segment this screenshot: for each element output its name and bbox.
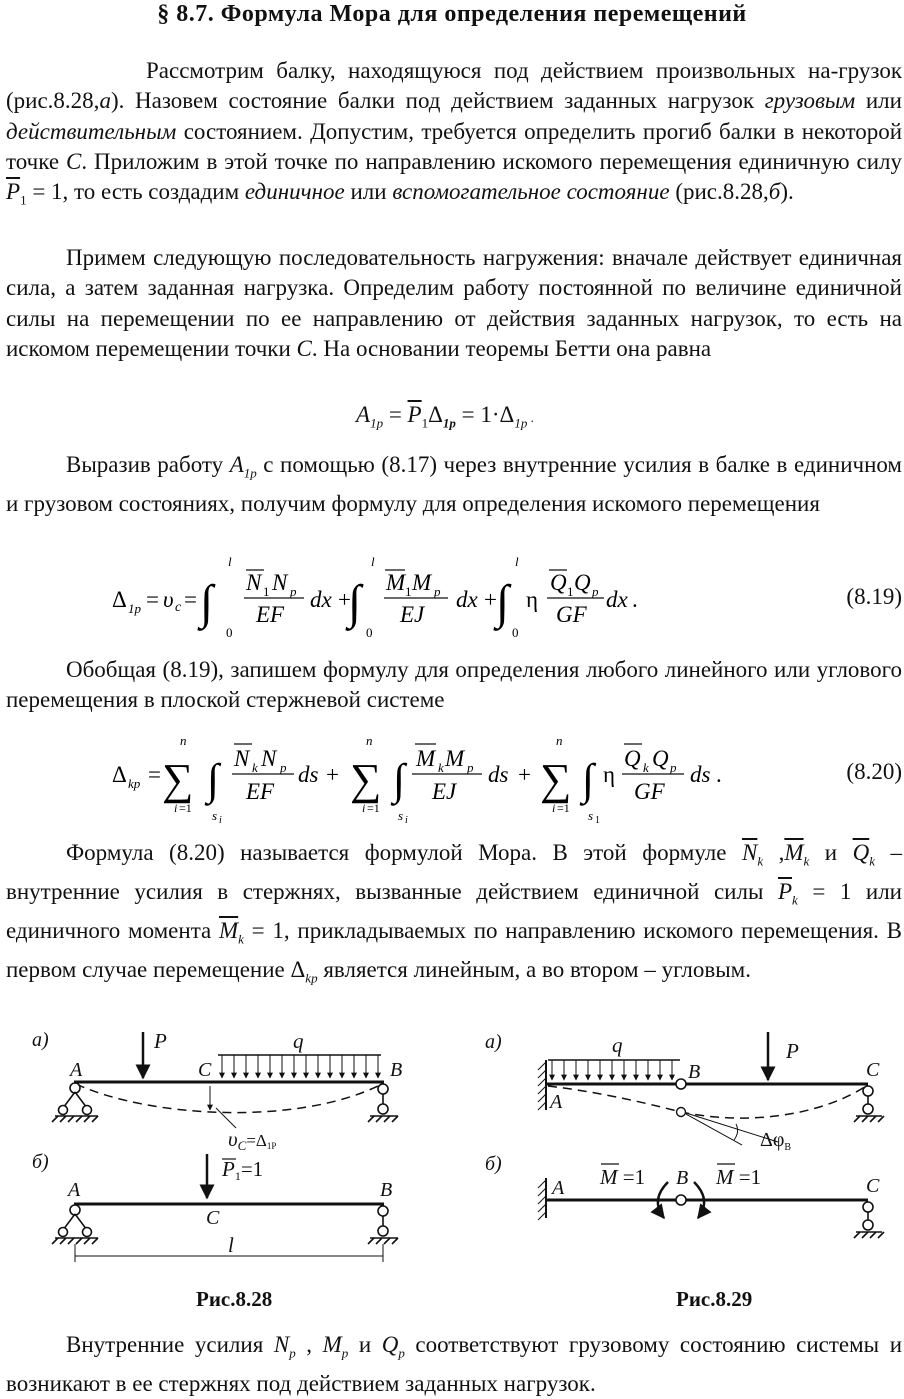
svg-text:υC=Δ1P: υC=Δ1P xyxy=(228,1127,277,1153)
svg-text:∫: ∫ xyxy=(393,755,406,804)
svg-text:kp: kp xyxy=(128,776,141,791)
svg-text:i: i xyxy=(362,801,366,815)
svg-text:GF: GF xyxy=(556,602,587,627)
svg-text:0: 0 xyxy=(226,625,233,640)
svg-text:∫: ∫ xyxy=(496,576,510,629)
svg-text:Δ: Δ xyxy=(112,762,127,787)
fig1-support-b xyxy=(368,1084,398,1122)
svg-text:∫: ∫ xyxy=(207,755,220,804)
fig2-fixed-support-a xyxy=(538,1062,546,1110)
svg-text:s: s xyxy=(588,808,594,823)
svg-text:+: + xyxy=(484,587,497,612)
fig2-label-dphi: Δφ xyxy=(760,1129,785,1151)
svg-text:ds: ds xyxy=(690,762,711,787)
svg-text:∫: ∫ xyxy=(348,576,362,629)
fig1-label-c-a: C xyxy=(198,1059,212,1081)
svg-text:0: 0 xyxy=(366,625,373,640)
svg-text:p: p xyxy=(280,760,287,775)
fig1-label-p1: P xyxy=(222,1157,235,1181)
svg-text:=1: =1 xyxy=(557,801,570,815)
svg-text:p: p xyxy=(290,584,297,599)
fig2-label-b: б) xyxy=(485,1153,502,1175)
paragraph-3: Выразив работу $A_{1p}$ с помощью (8.17) через внутренние усилия в балке в единичном и грузовом состояниях, получим формулу для определения искомого перемещения xyxy=(6,452,902,516)
svg-text:η: η xyxy=(526,587,539,612)
fig2-label-q: q xyxy=(612,1033,623,1057)
figure-8-29-caption: Рис.8.29 xyxy=(676,1287,753,1311)
fig2-label-m2: M xyxy=(716,1165,734,1189)
fig1-deflection-curve xyxy=(76,1084,382,1113)
equation-work: $A_{1p} = \overline{P}_1\Delta_{1p} = 1\cdot\Delta_{1p}$ . xyxy=(356,402,534,431)
svg-text:k: k xyxy=(643,760,649,775)
section-title: § 8.7. Формула Мора для определения перемещений xyxy=(157,1,747,27)
svg-text:.: . xyxy=(716,762,722,787)
svg-text:Q: Q xyxy=(652,746,669,771)
svg-text:+: + xyxy=(338,587,351,612)
svg-text:k: k xyxy=(252,760,258,775)
paragraph-2: Примем следующую последовательность нагружения: вначале действует единичная сила, а затем заданная нагрузка. Определим работу постоянной по величине единичной силы на перемещении по ее направлению от действия заданных нагрузок, то есть на искомом перемещении точки С. На основании теоремы Бетти она равна xyxy=(6,245,902,361)
svg-text:∑: ∑ xyxy=(540,755,572,804)
svg-text:c: c xyxy=(175,600,182,615)
svg-text:l: l xyxy=(228,554,232,569)
svg-text:dx: dx xyxy=(456,587,478,612)
fig2-label-a: а) xyxy=(485,1031,502,1053)
svg-text:i: i xyxy=(405,815,408,826)
svg-text:1: 1 xyxy=(263,584,270,599)
svg-text:∑: ∑ xyxy=(162,755,194,804)
fig2-hinge-b xyxy=(676,1079,686,1089)
fig1-label-q: q xyxy=(293,1029,304,1053)
svg-text:ds: ds xyxy=(298,762,319,787)
svg-text:ΔφB: $\Delta\varphi_B$ xyxy=(760,1129,792,1153)
svg-text:=1: =1 xyxy=(367,801,380,815)
svg-text:∫: ∫ xyxy=(582,755,595,804)
svg-text:N: N xyxy=(272,570,288,595)
svg-text:EF: EF xyxy=(246,779,275,804)
svg-text:1: 1 xyxy=(595,815,600,826)
fig1-label-a-a: A xyxy=(70,1059,83,1081)
svg-text:k: k xyxy=(438,760,444,775)
svg-text:p: p xyxy=(467,760,474,775)
fig2-label-c-a: C xyxy=(866,1059,880,1081)
svg-text:i: i xyxy=(552,801,556,815)
svg-text:s: s xyxy=(212,808,218,823)
svg-text:=1: =1 xyxy=(179,801,192,815)
svg-text:=: = xyxy=(146,587,159,612)
svg-text:i: i xyxy=(174,801,178,815)
fig1-label-c-b: C xyxy=(206,1207,220,1229)
svg-text:0: 0 xyxy=(512,625,519,640)
svg-text:M =1: M =1 xyxy=(716,1165,762,1189)
svg-text:N: N xyxy=(234,746,250,771)
fig2-label-b-a: B xyxy=(688,1061,701,1083)
figure-8-28-caption: Рис.8.28 xyxy=(196,1287,273,1311)
svg-text:P1=1: P1=1 xyxy=(222,1157,264,1183)
svg-text:Q: Q xyxy=(574,570,591,595)
svg-text:η: η xyxy=(603,762,616,787)
equation-8-20 xyxy=(0,728,904,828)
svg-text:n: n xyxy=(556,733,563,748)
fig1-label-l: l xyxy=(228,1233,234,1257)
equation-number-8-19: (8.19) xyxy=(846,584,902,609)
svg-text:Q: Q xyxy=(550,570,567,595)
svg-text:dx: dx xyxy=(606,587,628,612)
paragraph-5: Формула (8.20) называется формулой Мора. В этой формуле $\overline{N}_k$ $,\overline{M}_k$ и $\overline{Q}_k$ – внутренние усилия в стержнях, вызванные действием единичной силы $\overline{P}_k = 1$ или единичного момента $\overline{M}_k = 1$, прикладываемых по направлению искомого перемещения. В первом случае перемещение $\Delta_{kp}$ является линейным, а во втором – угловым. xyxy=(6,840,903,986)
svg-text:1: 1 xyxy=(405,584,412,599)
figure-8-28 xyxy=(0,1020,460,1320)
svg-text:ds: ds xyxy=(488,762,509,787)
svg-text:EJ: EJ xyxy=(432,779,457,804)
fig2-label-b-b: B xyxy=(676,1167,689,1189)
fig2-label-p: P xyxy=(786,1039,799,1063)
svg-text:n: n xyxy=(366,733,373,748)
fig2-label-c-b: C xyxy=(866,1175,880,1197)
svg-text:Q: Q xyxy=(624,746,641,771)
equation-number-8-20: (8.20) xyxy=(846,759,902,784)
equation-8-19 xyxy=(0,548,904,648)
svg-text:+: + xyxy=(326,762,339,787)
svg-text:n: n xyxy=(180,733,187,748)
fig2-deflection-curve xyxy=(548,1086,866,1118)
svg-text:1p: 1p xyxy=(128,601,141,616)
svg-text:+: + xyxy=(518,762,531,787)
svg-text:s: s xyxy=(398,808,404,823)
fig2-distributed-load xyxy=(552,1060,672,1080)
fig1-support-a xyxy=(52,1083,98,1122)
svg-text:1: 1 xyxy=(567,584,574,599)
svg-text:.: . xyxy=(632,587,638,612)
svg-text:M =1: M =1 xyxy=(600,1165,646,1189)
fig1-label-b-a: B xyxy=(390,1059,403,1081)
svg-text:υ: υ xyxy=(163,587,174,612)
svg-text:N: N xyxy=(246,570,262,595)
svg-text:p: p xyxy=(670,760,677,775)
svg-text:M: M xyxy=(386,570,406,595)
fig1-label-b-b: B xyxy=(380,1179,393,1201)
paragraph-4: Обобщая (8.19), запишем формулу для определения любого линейного или углового перемещения в плоской стержневой системе xyxy=(6,657,902,713)
svg-text:dx: dx xyxy=(310,587,332,612)
fig2-label-a-b: A xyxy=(552,1177,565,1199)
fig1-distributed-load xyxy=(222,1055,378,1078)
svg-text:∫: ∫ xyxy=(200,576,214,629)
svg-text:∑: ∑ xyxy=(350,755,382,804)
svg-text:l: l xyxy=(515,554,519,569)
fig1-label-b: б) xyxy=(32,1151,49,1173)
svg-text:M: M xyxy=(412,570,432,595)
svg-text:N: N xyxy=(261,746,277,771)
svg-text:Δ: Δ xyxy=(112,587,127,612)
fig1-label-a-b: A xyxy=(68,1179,81,1201)
fig1-label-vc: υ xyxy=(228,1127,238,1151)
fig2-label-a-a: A xyxy=(550,1091,563,1113)
fig1-label-p: P xyxy=(154,1029,167,1053)
paragraph-1: Рассмотрим балку, находящуюся под действием произвольных на-грузок (рис.8.28,а). Назовем состояние балки под действием заданных нагрузок грузовым или действительным состоянием. Допустим, требуется определить прогиб балки в некоторой точке С. Приложим в этой точке по направлению искомого перемещения единичную силу $\overline{P}_1 = 1$, то есть создадим единичное или вспомогательное состояние (рис.8.28,б). xyxy=(6,58,903,208)
svg-text:p: p xyxy=(434,584,441,599)
fig1-label-delta: =Δ xyxy=(246,1131,267,1150)
figure-8-29 xyxy=(470,1020,900,1280)
fig2-label-m1: M xyxy=(600,1165,618,1189)
svg-text:=: = xyxy=(184,587,197,612)
svg-text:EJ: EJ xyxy=(400,602,425,627)
svg-text:=: = xyxy=(148,762,161,787)
svg-text:M: M xyxy=(445,746,465,771)
svg-text:p: p xyxy=(592,584,599,599)
fig1-label-a: а) xyxy=(32,1029,49,1051)
paragraph-6: Внутренние усилия $N_p$ , $M_p$ и $Q_p$ соответствуют грузовому состоянию системы и возникают в ее стержнях под действием заданных нагрузок. xyxy=(6,1332,902,1396)
svg-text:l: l xyxy=(371,554,375,569)
svg-text:EF: EF xyxy=(256,602,285,627)
svg-text:GF: GF xyxy=(634,779,665,804)
svg-text:i: i xyxy=(219,815,222,826)
svg-text:M: M xyxy=(416,746,436,771)
